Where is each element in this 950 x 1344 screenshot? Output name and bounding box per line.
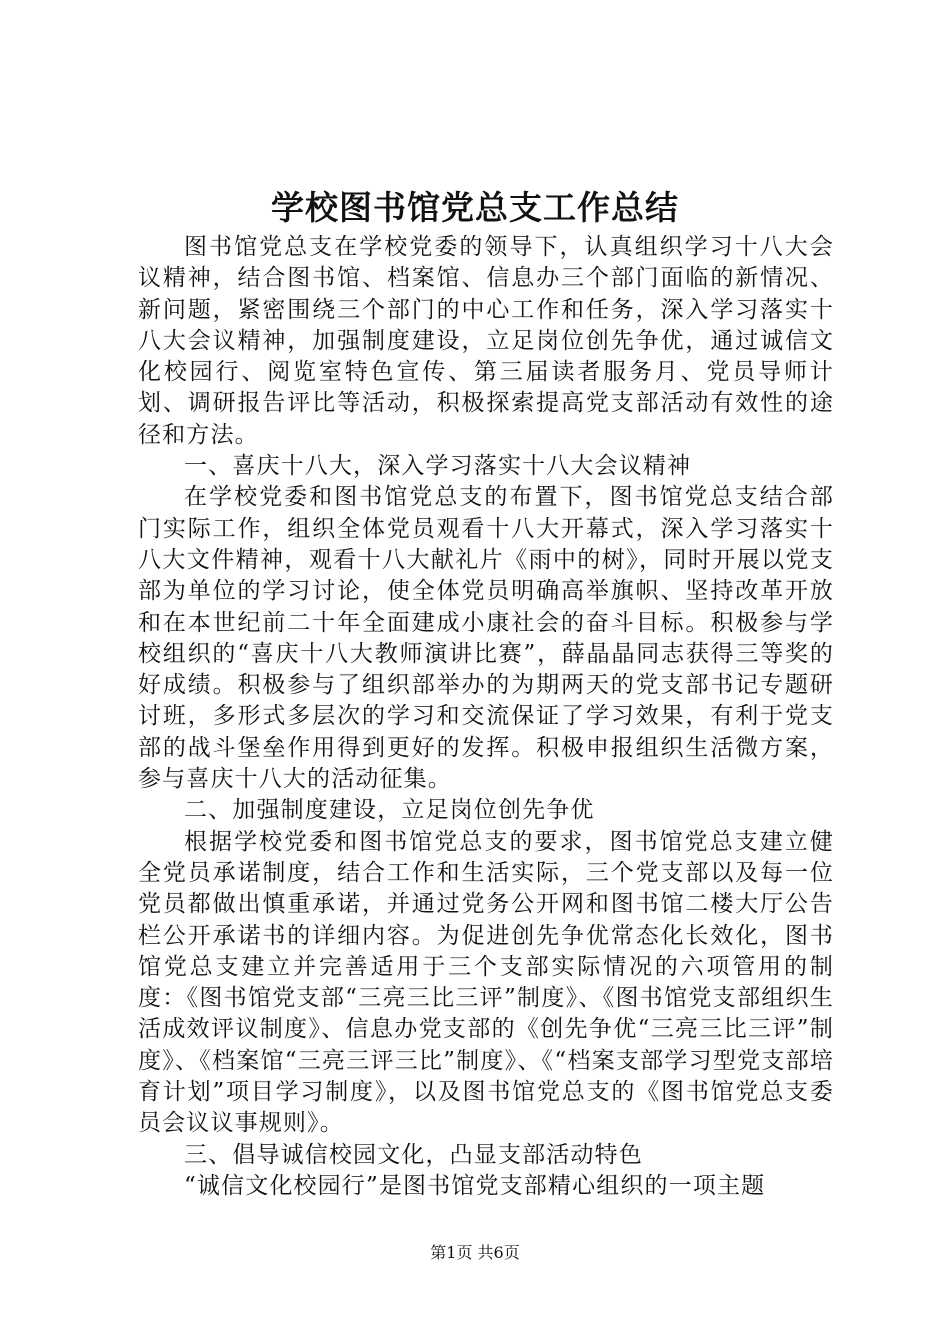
document-body bbox=[138, 232, 834, 1202]
section-paragraph-3: “诚信文化校园行”是图书馆党支部精心组织的一项主题 bbox=[184, 1172, 766, 1199]
section-heading-2: 二、加强制度建设，立足岗位创先争优 bbox=[184, 797, 595, 824]
section-paragraph-1: 在学校党委和图书馆党总支的布置下，图书馆党总支结合部门实际工作，组织全体党员观看十八大开幕式，深入学习落实十八大文件精神，观看十八大献礼片《雨中的树》，同时开展以党支部为单位的学习讨论，使全体党员明确高举旗帜、坚持改革开放和在本世纪前二十年全面建成小康社会的奋斗目标。积极参与学校组织的“喜庆十八大教师演讲比赛”，薛晶晶同志获得三等奖的好成绩。积极参与了组织部举办的为期两天的党支部书记专题研讨班，多形式多层次的学习和交流保证了学习效果，有利于党支部的战斗堡垒作用得到更好的发挥。积极申报组织生活微方案，参与喜庆十八大的活动征集。 bbox=[138, 484, 834, 793]
section-heading-3: 三、倡导诚信校园文化，凸显支部活动特色 bbox=[184, 1141, 643, 1168]
section-paragraph-2: 根据学校党委和图书馆党总支的要求，图书馆党总支建立健全党员承诺制度，结合工作和生活实际，三个党支部以及每一位党员都做出慎重承诺，并通过党务公开网和图书馆二楼大厅公告栏公开承诺书的详细内容。为促进创先争优常态化长效化，图书馆党总支建立并完善适用于三个支部实际情况的六项管用的制度：《图书馆党支部“三亮三比三评”制度》、《图书馆党支部组织生活成效评议制度》、信息办党支部的《创先争优“三亮三比三评”制度》、《档案馆“三亮三评三比”制度》、《“档案支部学习型党支部培育计划”项目学习制度》，以及图书馆党总支的《图书馆党总支委员会议议事规则》。 bbox=[138, 828, 834, 1137]
section-heading-1: 一、喜庆十八大，深入学习落实十八大会议精神 bbox=[184, 453, 692, 480]
page-footer: 第1页 共6页 bbox=[430, 1243, 520, 1262]
intro-paragraph: 图书馆党总支在学校党委的领导下，认真组织学习十八大会议精神，结合图书馆、档案馆、信息办三个部门面临的新情况、新问题，紧密围绕三个部门的中心工作和任务，深入学习落实十八大会议精神，加强制度建设，立足岗位创先争优，通过诚信文化校园行、阅览室特色宣传、第三届读者服务月、党员导师计划、调研报告评比等活动，积极探索提高党支部活动有效性的途径和方法。 bbox=[138, 234, 834, 448]
document-title: 学校图书馆党总支工作总结 bbox=[271, 188, 679, 227]
